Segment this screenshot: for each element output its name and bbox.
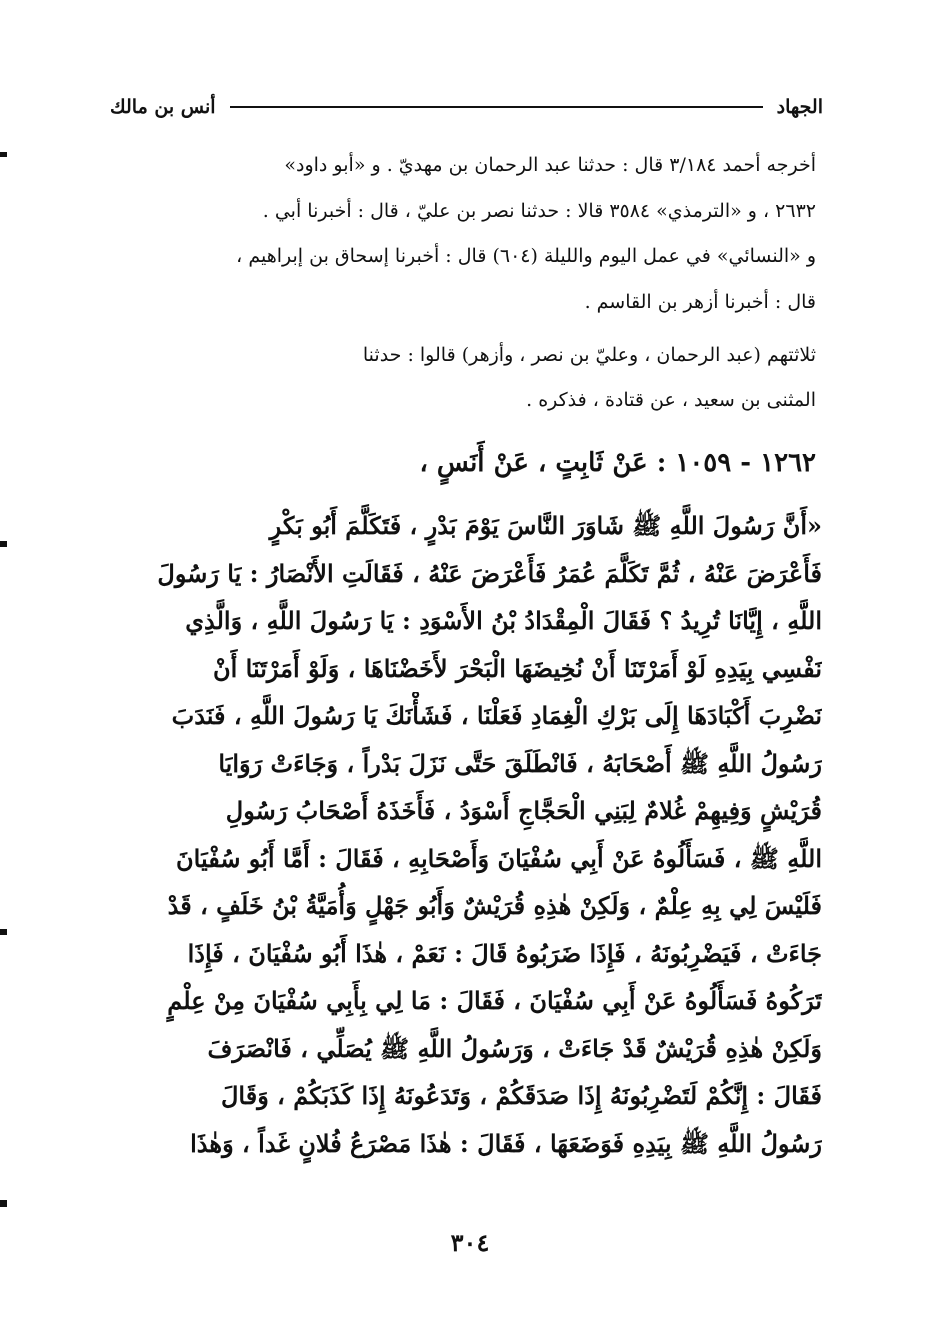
summary-line: ثلاثتهم (عبد الرحمان ، وعليّ بن نصر ، وأزهر) قالوا : حدثنا [362, 344, 816, 366]
note-line: قال : أخبرنا أزهر بن القاسم . [584, 290, 816, 313]
header-rule [230, 106, 763, 108]
scan-edge-mark [0, 152, 7, 157]
page-number: ٣٠٤ [450, 1228, 490, 1257]
hadith-line: قُرَيْشٍ وَفِيهِمْ غُلامٌ لِبَنِي الْحَجَّاجِ أَسْوَدُ ، فَأَخَذَهُ أَصْحَابُ رَسُولِ [225, 796, 822, 825]
scan-edge-mark [0, 1200, 7, 1207]
scan-edge-mark [0, 929, 7, 935]
note-line: أخرجه أحمد ٣/١٨٤ قال : حدثنا عبد الرحمان بن مهديّ . و «أبو داود» [284, 154, 816, 176]
hadith-text [112, 502, 822, 1167]
hadith-line: رَسُولُ اللَّهِ ﷺ أَصْحَابَهُ ، فَانْطَلَقَ حَتَّى نَزَلَ بَدْراً ، وَجَاءَتْ رَوَايَا [218, 748, 822, 778]
note-line: و «النسائي» في عمل اليوم والليلة (٦٠٤) قال : أخبرنا إسحاق بن إبراهيم ، [236, 245, 816, 267]
hadith-line: رَسُولُ اللَّهِ ﷺ بِيَدِهِ فَوَضَعَهَا ، فَقَالَ : هٰذَا مَصْرَعُ فُلانٍ غَداً ، وَهٰذَا [190, 1128, 822, 1158]
hadith-line: نَضْرِبَ أَكْبَادَهَا إِلَى بَرْكِ الْغِمَادِ فَعَلْنَا ، فَشَأْنَكَ يَا رَسُولَ اللَّهِ ، فَنَدَبَ [171, 701, 822, 730]
hadith-line: فَلَيْسَ لِي بِهِ عِلْمٌ ، وَلَكِنْ هٰذِهِ قُرَيْشٌ وَأَبُو جَهْلٍ وَأُمَيَّةُ بْنُ خَلَفٍ ، قَدْ [167, 891, 822, 920]
chain-summary [112, 333, 816, 423]
hadith-line: نَفْسِي بِيَدِهِ لَوْ أَمَرْتَنَا أَنْ نُخِيضَهَا الْبَحْرَ لأَخَضْنَاهَا ، وَلَوْ أَمَرْتَنَا أَنْ [213, 653, 822, 683]
hadith-line: فَأَعْرَضَ عَنْهُ ، ثُمَّ تَكَلَّمَ عُمَرُ فَأَعْرَضَ عَنْهُ ، فَقَالَتِ الأَنْصَارُ : يَا رَسُولَ [157, 558, 822, 588]
hadith-line: جَاءَتْ ، فَيَضْرِبُونَهُ ، فَإِذَا ضَرَبُوهُ قَالَ : نَعَمْ ، هٰذَا أَبُو سُفْيَانَ ، فَإِذَا [187, 938, 822, 968]
note-line: ٢٦٣٢ ، و «الترمذي» ٣٥٨٤ قالا : حدثنا نصر بن عليّ ، قال : أخبرنا أبي . [262, 199, 816, 222]
running-header [110, 92, 823, 122]
hadith-line: فَقَالَ : إِنَّكُمْ لَتَضْرِبُونَهُ إِذَا صَدَقَكُمْ ، وَتَدَعُونَهُ إِذَا كَذَبَكُمْ ، وَقَالَ [220, 1081, 822, 1110]
chapter-title: الجهاد [776, 96, 823, 118]
hadith-line: وَلَكِنْ هٰذِهِ قُرَيْشٌ قَدْ جَاءَتْ ، وَرَسُولُ اللَّهِ ﷺ يُصَلِّي ، فَانْصَرَفَ [207, 1033, 822, 1063]
scan-edge-mark [0, 541, 7, 547]
hadith-line: «أَنَّ رَسُولَ اللَّهِ ﷺ شَاوَرَ النَّاسَ يَوْمَ بَدْرٍ ، فَتَكَلَّمَ أَبُو بَكْرٍ [269, 511, 822, 540]
hadith-line: اللَّهِ ، إِيَّانَا تُرِيدُ ؟ فَقَالَ الْمِقْدَادُ بْنُ الأَسْوَدِ : يَا رَسُولَ اللَّهِ ، وَالَّذِي [185, 606, 822, 635]
takhrij-notes [112, 143, 816, 325]
narrator-title: أنس بن مالك [110, 96, 216, 118]
hadith-heading: ١٢٦٢ - ١٠٥٩ : عَنْ ثَابِتٍ ، عَنْ أَنَسٍ ، [419, 448, 816, 478]
summary-line: المثنى بن سعيد ، عن قتادة ، فذكره . [526, 389, 816, 411]
hadith-line: اللَّهِ ﷺ ، فَسَأَلُوهُ عَنْ أَبِي سُفْيَانَ وَأَصْحَابِهِ ، فَقَالَ : أَمَّا أَبُو سُفْيَانَ [176, 843, 822, 873]
hadith-line: تَرَكُوهُ فَسَأَلُوهُ عَنْ أَبِي سُفْيَانَ ، فَقَالَ : مَا لِي بِأَبِي سُفْيَانَ مِنْ عِلْمٍ [167, 986, 822, 1015]
